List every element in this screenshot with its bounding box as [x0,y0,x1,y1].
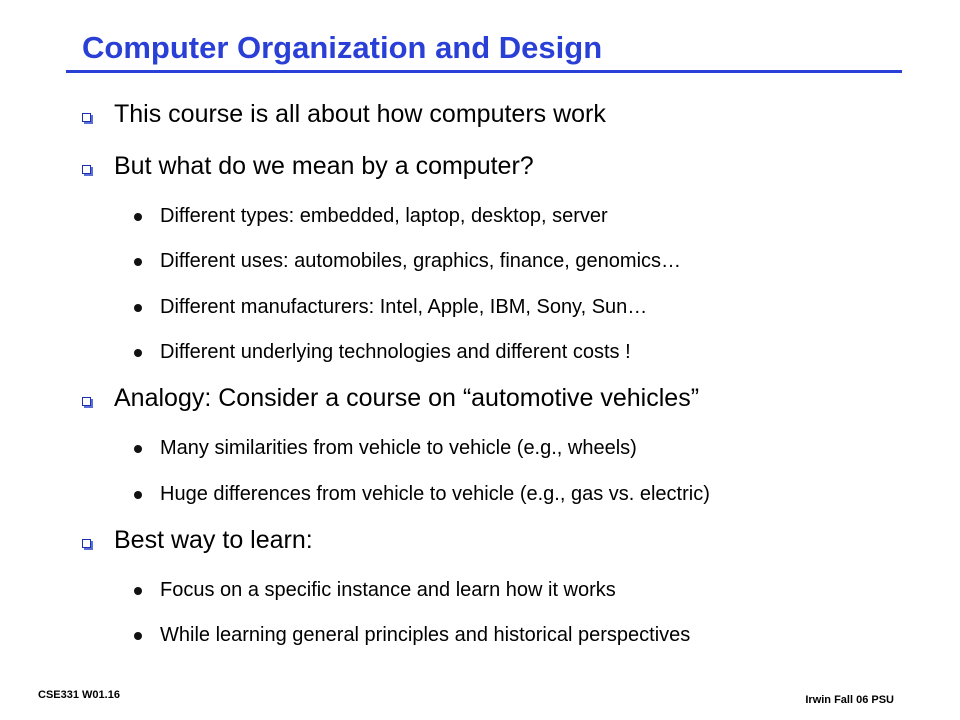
bullet-level2 [134,579,616,602]
bullet-level1 [82,152,534,181]
footer-course-code: CSE331 W01.16 [38,689,120,701]
round-bullet-icon [134,445,142,453]
footer-author: Irwin Fall 06 PSU [805,694,894,706]
bullet-level2 [134,250,681,273]
bullet-text: Focus on a specific instance and learn how it works [160,579,616,601]
bullet-text: Different types: embedded, laptop, desktop, server [160,205,608,227]
bullet-text: Different uses: automobiles, graphics, finance, genomics… [160,250,682,272]
round-bullet-icon [134,491,142,499]
square-bullet-icon [82,165,91,174]
bullet-text: While learning general principles and historical perspectives [160,624,691,646]
round-bullet-icon [134,587,142,595]
bullet-text: Huge differences from vehicle to vehicle (e.g., gas vs. electric) [160,483,710,505]
bullet-text: Best way to learn: [114,526,313,554]
bullet-text: Many similarities from vehicle to vehicle (e.g., wheels) [160,437,637,459]
bullet-text: Different manufacturers: Intel, Apple, IBM, Sony, Sun… [160,296,648,318]
round-bullet-icon [134,632,142,640]
title-underline [66,70,902,73]
bullet-level2 [134,296,647,319]
bullet-level2 [134,624,690,647]
bullet-level2 [134,437,637,460]
bullet-level1 [82,100,606,129]
round-bullet-icon [134,213,142,221]
bullet-level1 [82,384,699,413]
square-bullet-icon [82,539,91,548]
bullet-level1 [82,526,313,555]
round-bullet-icon [134,349,142,357]
bullet-text: Analogy: Consider a course on “automotive vehicles” [114,384,700,412]
bullet-text: This course is all about how computers work [114,100,606,128]
bullet-level2 [134,341,631,364]
slide-title: Computer Organization and Design [82,30,603,65]
bullet-level2 [134,205,608,228]
square-bullet-icon [82,397,91,406]
bullet-text: But what do we mean by a computer? [114,152,534,180]
round-bullet-icon [134,304,142,312]
round-bullet-icon [134,258,142,266]
square-bullet-icon [82,113,91,122]
bullet-level2 [134,483,710,506]
bullet-text: Different underlying technologies and different costs ! [160,341,631,363]
